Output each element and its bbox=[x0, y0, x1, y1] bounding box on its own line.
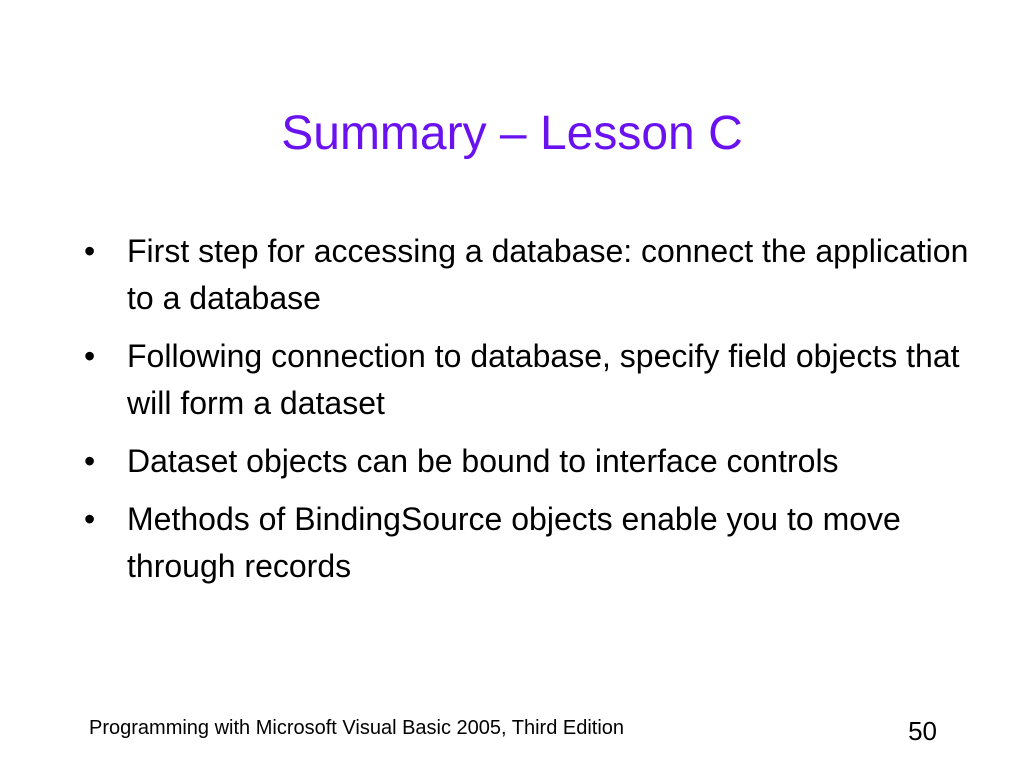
bullet-list bbox=[84, 228, 984, 601]
bullet-item bbox=[84, 438, 984, 485]
bullet-text: First step for accessing a database: connect the application to a database bbox=[127, 233, 969, 316]
bullet-icon: • bbox=[84, 501, 96, 537]
bullet-text: Dataset objects can be bound to interface controls bbox=[127, 443, 839, 479]
page-number: 50 bbox=[908, 716, 937, 746]
footer-text: Programming with Microsoft Visual Basic 2005, Third Edition bbox=[89, 717, 625, 739]
bullet-icon: • bbox=[84, 443, 96, 479]
bullet-item bbox=[84, 228, 984, 322]
slide-title: Summary – Lesson C bbox=[281, 107, 743, 160]
bullet-item bbox=[84, 496, 984, 590]
bullet-text: Following connection to database, specify field objects that will form a dataset bbox=[127, 338, 960, 421]
bullet-icon: • bbox=[84, 233, 96, 269]
bullet-text: Methods of BindingSource objects enable you to move through records bbox=[127, 501, 901, 584]
bullet-icon: • bbox=[84, 338, 96, 374]
bullet-item bbox=[84, 333, 984, 427]
